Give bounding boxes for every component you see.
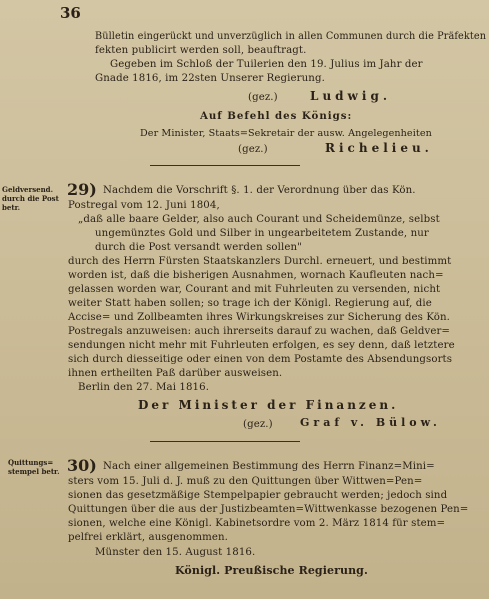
text-line: sendungen nicht mehr mit Fuhrleuten erfolgen, es sey denn, daß letztere bbox=[68, 340, 455, 351]
text-line: pelfrei erklärt, ausgenommen. bbox=[68, 532, 228, 543]
page-number: 36 bbox=[60, 4, 81, 22]
margin-note-30: Quittungs= stempel betr. bbox=[8, 458, 60, 476]
text-line: Nach einer allgemeinen Bestimmung des Herrn Finanz=Mini= bbox=[103, 461, 435, 472]
ludwig-signature: Ludwig. bbox=[310, 89, 392, 103]
text-line: sters vom 15. Juli d. J. muß zu den Quittungen über Wittwen=Pen= bbox=[68, 476, 423, 487]
auf-befehl: Auf Befehl des Königs: bbox=[200, 110, 353, 122]
text-line: fekten publicirt werden soll, beauftragt. bbox=[95, 45, 307, 56]
text-line: Gnade 1816, im 22sten Unserer Regierung. bbox=[95, 73, 325, 84]
text-line: weiter Statt haben sollen; so trage ich der Königl. Regierung auf, die bbox=[68, 298, 432, 309]
section-number-30: 30) bbox=[67, 456, 97, 475]
text-line: Bülletin eingerückt und unverzüglich in allen Communen durch die Präfekten bbox=[95, 31, 487, 42]
text-line: durch des Herrn Fürsten Staatskanzlers Durchl. erneuert, und bestimmt bbox=[68, 256, 452, 267]
divider-line bbox=[150, 165, 300, 166]
buelow-signature: Graf v. Bülow. bbox=[300, 416, 441, 429]
minister-line: Der Minister, Staats=Sekretair der ausw. Angelegenheiten bbox=[140, 128, 432, 139]
text-line: sionen, welche eine Königl. Kabinetsordre vom 2. März 1814 für stem= bbox=[68, 518, 446, 529]
text-line: Postregals anzuweisen: auch ihrerseits darauf zu wachen, daß Geldver= bbox=[68, 326, 451, 337]
text-line: sich durch diesseitige oder einen von dem Postamte des Absendungsorts bbox=[68, 354, 453, 365]
richelieu-gez: (gez.) bbox=[238, 144, 268, 155]
richelieu-signature: Richelieu. bbox=[325, 141, 433, 155]
text-line: ungemünztes Gold und Silber in ungearbeitetem Zustande, nur bbox=[95, 228, 429, 239]
text-line: Quittungen über die aus der Justizbeamten=Wittwenkasse bezogenen Pen= bbox=[68, 504, 469, 515]
place-date: Berlin den 27. Mai 1816. bbox=[78, 382, 210, 393]
minister-header: Der Minister der Finanzen. bbox=[138, 398, 399, 412]
text-line: Accise= und Zollbeamten ihres Wirkungskreises zur Sicherung des Kön. bbox=[68, 312, 450, 323]
text-line: Postregal vom 12. Juni 1804, bbox=[68, 200, 220, 211]
section-number-29: 29) bbox=[67, 180, 97, 199]
text-line: gelassen worden war, Courant and mit Fuhrleuten zu versenden, nicht bbox=[68, 284, 441, 295]
text-line: „daß alle baare Gelder, also auch Courant und Scheidemünze, selbst bbox=[78, 214, 440, 225]
text-line: worden ist, daß die bisherigen Ausnahmen, wornach Kaufleuten nach= bbox=[68, 270, 444, 281]
place-date: Münster den 15. August 1816. bbox=[95, 547, 256, 558]
text-line: Gegeben im Schloß der Tuilerien den 19. Julius im Jahr der bbox=[110, 59, 423, 70]
divider-line bbox=[150, 441, 300, 442]
text-line: Nachdem die Vorschrift §. 1. der Verordnung über das Kön. bbox=[103, 185, 416, 196]
regierung-signature: Königl. Preußische Regierung. bbox=[175, 564, 368, 577]
text-line: sionen das gesetzmäßige Stempelpapier gebraucht werden; jedoch sind bbox=[68, 490, 448, 501]
ludwig-gez: (gez.) bbox=[248, 92, 278, 103]
text-line: durch die Post versandt werden sollen" bbox=[95, 242, 302, 253]
buelow-gez: (gez.) bbox=[243, 419, 273, 430]
margin-note-29: Geldversend. durch die Post betr. bbox=[2, 185, 59, 212]
text-line: ihnen ertheilten Paß darüber ausweisen. bbox=[68, 368, 283, 379]
